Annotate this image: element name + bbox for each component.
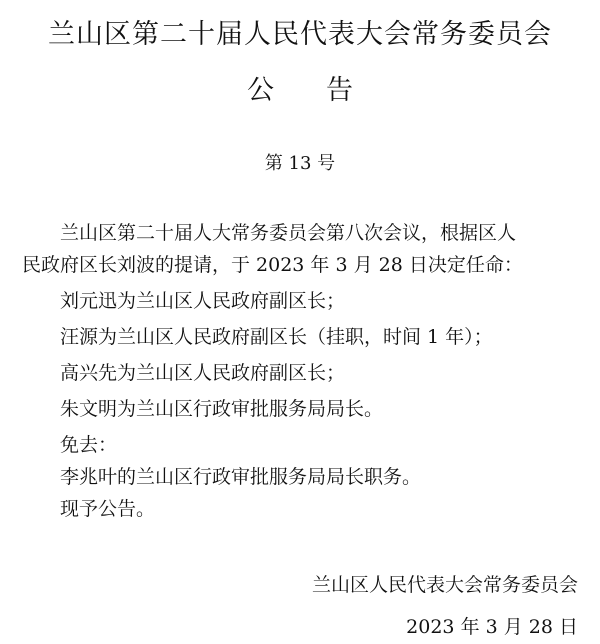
removal-item: 李兆叶的兰山区行政审批服务局局长职务。 bbox=[60, 466, 422, 488]
issuer-signature: 兰山区人民代表大会常务委员会 bbox=[311, 574, 578, 596]
appointment-item: 朱文明为兰山区行政审批服务局局长。 bbox=[60, 398, 384, 420]
document-subtitle: 公告 bbox=[247, 75, 405, 106]
appointment-item: 高兴先为兰山区人民政府副区长； bbox=[60, 362, 346, 384]
paragraph-line: 民政府区长刘波的提请，于 2023 年 3 月 28 日决定任命： bbox=[22, 254, 523, 276]
appointment-item: 汪源为兰山区人民政府副区长（挂职，时间 1 年）； bbox=[60, 326, 493, 348]
closing-text: 现予公告。 bbox=[60, 498, 156, 520]
document-number: 第 13 号 bbox=[264, 153, 336, 174]
document-title: 兰山区第二十届人民代表大会常务委员会 bbox=[48, 19, 552, 50]
removal-label: 免去： bbox=[60, 434, 118, 456]
paragraph-line: 兰山区第二十届人大常务委员会第八次会议，根据区人 bbox=[60, 222, 517, 244]
appointment-item: 刘元迅为兰山区人民政府副区长； bbox=[60, 290, 346, 312]
issue-date: 2023 年 3 月 28 日 bbox=[406, 616, 578, 638]
